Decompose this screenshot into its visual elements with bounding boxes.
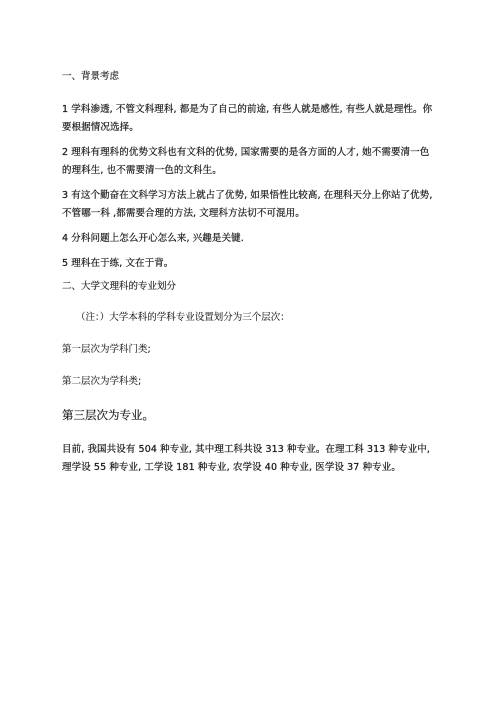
level-3-text: 第三层次为专业。 <box>62 408 154 422</box>
list-item-2: 2 理科有理科的优势文科也有文科的优势, 国家需要的是各方面的人才, 她不需要清一色的理科生, 也不需要清一色的文科生。 <box>62 147 430 176</box>
list-item-1: 1 学科渗透, 不管文科理科, 都是为了自己的前途, 有些人就是感性, 有些人就是理性。你要根据情况选择。 <box>62 104 433 133</box>
list-item-5: 5 理科在于练, 文在于背。 <box>62 258 174 269</box>
list-item-3: 3 有这个勤奋在文科学习方法上就占了优势, 如果悟性比较高, 在理科天分上你站了优势, 不管哪一科 ,都需要合理的方法, 文理科方法切不可混用。 <box>62 190 433 219</box>
level-1-text: 第一层次为学科门类; <box>62 344 151 355</box>
note-text: （注：）大学本科的学科专业设置划分为三个层次： <box>76 312 290 323</box>
summary-paragraph: 目前, 我国共设有 504 种专业, 其中理工科共设 313 种专业。在理工科 313 种专业中, 理学设 55 种专业, 工学设 181 种专业, 农学设 40 种专业, 医学设 37 种专业。 <box>62 444 431 473</box>
list-item-4: 4 分科问题上怎么开心怎么来, 兴趣是关键. <box>62 233 244 244</box>
section-heading-majors: 二、大学文理科的专业划分 <box>62 281 177 292</box>
document-page <box>62 70 438 484</box>
level-2-text: 第二层次为学科类; <box>62 376 142 387</box>
section-heading-background: 一、背景考虑 <box>62 71 120 82</box>
